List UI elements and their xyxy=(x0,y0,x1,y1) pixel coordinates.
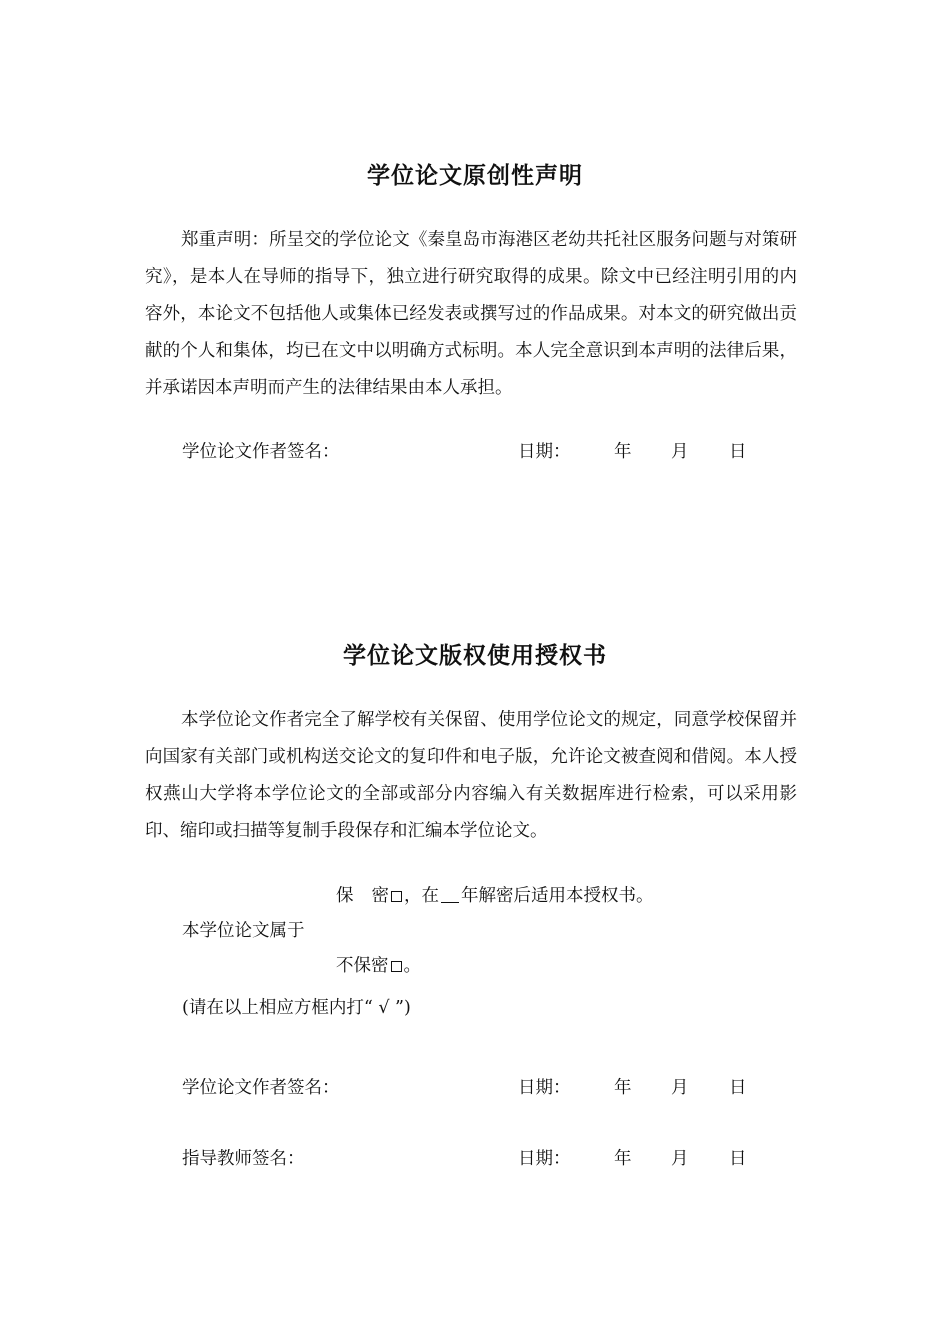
authorization-author-day: 日 xyxy=(729,1078,747,1098)
checkbox-instruction: (请在以上相应方框内打“ √ ”) xyxy=(182,998,411,1018)
confidential-label-c: ，在 xyxy=(404,886,439,906)
advisor-day: 日 xyxy=(729,1149,747,1169)
authorization-body: 本学位论文作者完全了解学校有关保留、使用学位论文的规定，同意学校保留并向国家有关部门或机构送交论文的复印件和电子版，允许论文被查阅和借阅。本人授权燕山大学将本学位论文的全部或部分内容编入有关数据库进行检索，可以采用影印、缩印或扫描等复制手段保存和汇编本学位论文。 xyxy=(145,710,797,841)
confidential-option xyxy=(336,884,654,908)
non-confidential-label: 不保密 xyxy=(336,956,389,976)
belongs-label: 本学位论文属于 xyxy=(182,921,305,941)
non-confidential-checkbox[interactable] xyxy=(391,961,402,972)
confidential-label-b: 密 xyxy=(371,886,389,906)
confidential-label-d: 年解密后适用本授权书。 xyxy=(461,886,654,906)
advisor-date-label: 日期： xyxy=(518,1149,571,1169)
authorization-author-sign-label: 学位论文作者签名： xyxy=(182,1078,340,1098)
authorization-author-year: 年 xyxy=(614,1078,632,1098)
declaration-title: 学位论文原创性声明 xyxy=(367,163,583,189)
advisor-sign-label: 指导教师签名： xyxy=(182,1149,305,1169)
non-confidential-option xyxy=(336,954,421,978)
authorization-author-month: 月 xyxy=(671,1078,689,1098)
declaration-body: 郑重声明：所呈交的学位论文《秦皇岛市海港区老幼共托社区服务问题与对策研究》，是本人在导师的指导下，独立进行研究取得的成果。除文中已经注明引用的内容外，本论文不包括他人或集体已经发表或撰写过的作品成果。对本文的研究做出贡献的个人和集体，均已在文中以明确方式标明。本人完全意识到本声明的法律后果，并承诺因本声明而产生的法律结果由本人承担。 xyxy=(145,230,797,398)
declaration-year: 年 xyxy=(614,442,632,462)
authorization-title: 学位论文版权使用授权书 xyxy=(343,643,607,669)
decrypt-years-blank[interactable] xyxy=(441,886,459,903)
confidential-checkbox[interactable] xyxy=(391,891,402,902)
advisor-year: 年 xyxy=(614,1149,632,1169)
non-confidential-end: 。 xyxy=(403,956,421,976)
declaration-date-label: 日期： xyxy=(518,442,571,462)
confidential-label-a: 保 xyxy=(336,886,354,906)
advisor-month: 月 xyxy=(671,1149,689,1169)
declaration-author-sign-label: 学位论文作者签名： xyxy=(182,442,340,462)
declaration-day: 日 xyxy=(729,442,747,462)
authorization-author-date-label: 日期： xyxy=(518,1078,571,1098)
declaration-month: 月 xyxy=(671,442,689,462)
